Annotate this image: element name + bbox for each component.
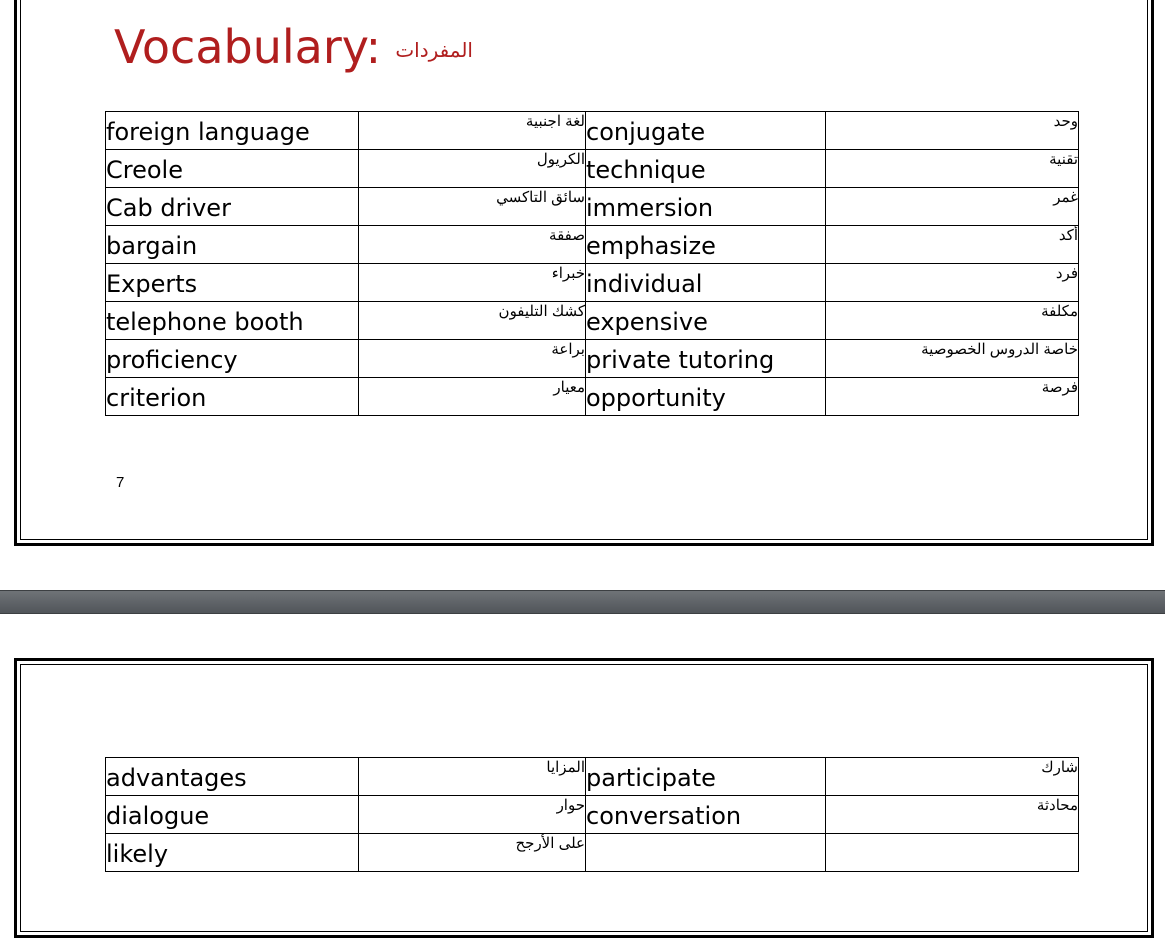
arabic-translation: خاصة الدروس الخصوصية (826, 340, 1079, 378)
arabic-translation: محادثة (826, 796, 1079, 834)
english-term: Cab driver (106, 188, 359, 226)
arabic-translation: مكلفة (826, 302, 1079, 340)
english-term: technique (586, 150, 826, 188)
arabic-translation: شارك (826, 758, 1079, 796)
document-page-1 (14, 0, 1154, 546)
english-term: Creole (106, 150, 359, 188)
english-term: foreign language (106, 112, 359, 150)
arabic-translation: معيار (359, 378, 586, 416)
vocab-row (106, 378, 1079, 416)
vocab-row (106, 226, 1079, 264)
english-term: opportunity (586, 378, 826, 416)
vocab-row (106, 150, 1079, 188)
title-english: Vocabulary: (114, 20, 382, 74)
arabic-translation (826, 834, 1079, 872)
english-term: expensive (586, 302, 826, 340)
english-term: private tutoring (586, 340, 826, 378)
vocab-row (106, 188, 1079, 226)
vocab-row (106, 112, 1079, 150)
arabic-translation: خبراء (359, 264, 586, 302)
arabic-translation: فرصة (826, 378, 1079, 416)
document-page-2 (14, 658, 1154, 938)
arabic-translation: وحد (826, 112, 1079, 150)
arabic-translation: لغة اجنبية (359, 112, 586, 150)
arabic-translation: على الأرجح (359, 834, 586, 872)
english-term: criterion (106, 378, 359, 416)
english-term: conjugate (586, 112, 826, 150)
title-arabic: المفردات (395, 38, 473, 62)
vocab-row (106, 340, 1079, 378)
english-term: immersion (586, 188, 826, 226)
vocab-row (106, 264, 1079, 302)
vocab-row (106, 796, 1079, 834)
arabic-translation: المزايا (359, 758, 586, 796)
arabic-translation: كشك التليفون (359, 302, 586, 340)
arabic-translation: حوار (359, 796, 586, 834)
arabic-translation: غمر (826, 188, 1079, 226)
vocab-row (106, 758, 1079, 796)
english-term: emphasize (586, 226, 826, 264)
arabic-translation: تقنية (826, 150, 1079, 188)
english-term (586, 834, 826, 872)
english-term: conversation (586, 796, 826, 834)
english-term: advantages (106, 758, 359, 796)
english-term: Experts (106, 264, 359, 302)
english-term: likely (106, 834, 359, 872)
vocabulary-table (105, 111, 1079, 416)
english-term: bargain (106, 226, 359, 264)
english-term: dialogue (106, 796, 359, 834)
english-term: telephone booth (106, 302, 359, 340)
arabic-translation: أكد (826, 226, 1079, 264)
vocab-row (106, 834, 1079, 872)
page-number: 7 (116, 474, 125, 491)
english-term: participate (586, 758, 826, 796)
page-separator (0, 590, 1165, 614)
arabic-translation: صفقة (359, 226, 586, 264)
english-term: proficiency (106, 340, 359, 378)
arabic-translation: الكريول (359, 150, 586, 188)
arabic-translation: براعة (359, 340, 586, 378)
english-term: individual (586, 264, 826, 302)
vocab-row (106, 302, 1079, 340)
vocabulary-table-continued (105, 757, 1079, 872)
page-title (114, 20, 473, 74)
arabic-translation: سائق التاكسي (359, 188, 586, 226)
arabic-translation: فرد (826, 264, 1079, 302)
